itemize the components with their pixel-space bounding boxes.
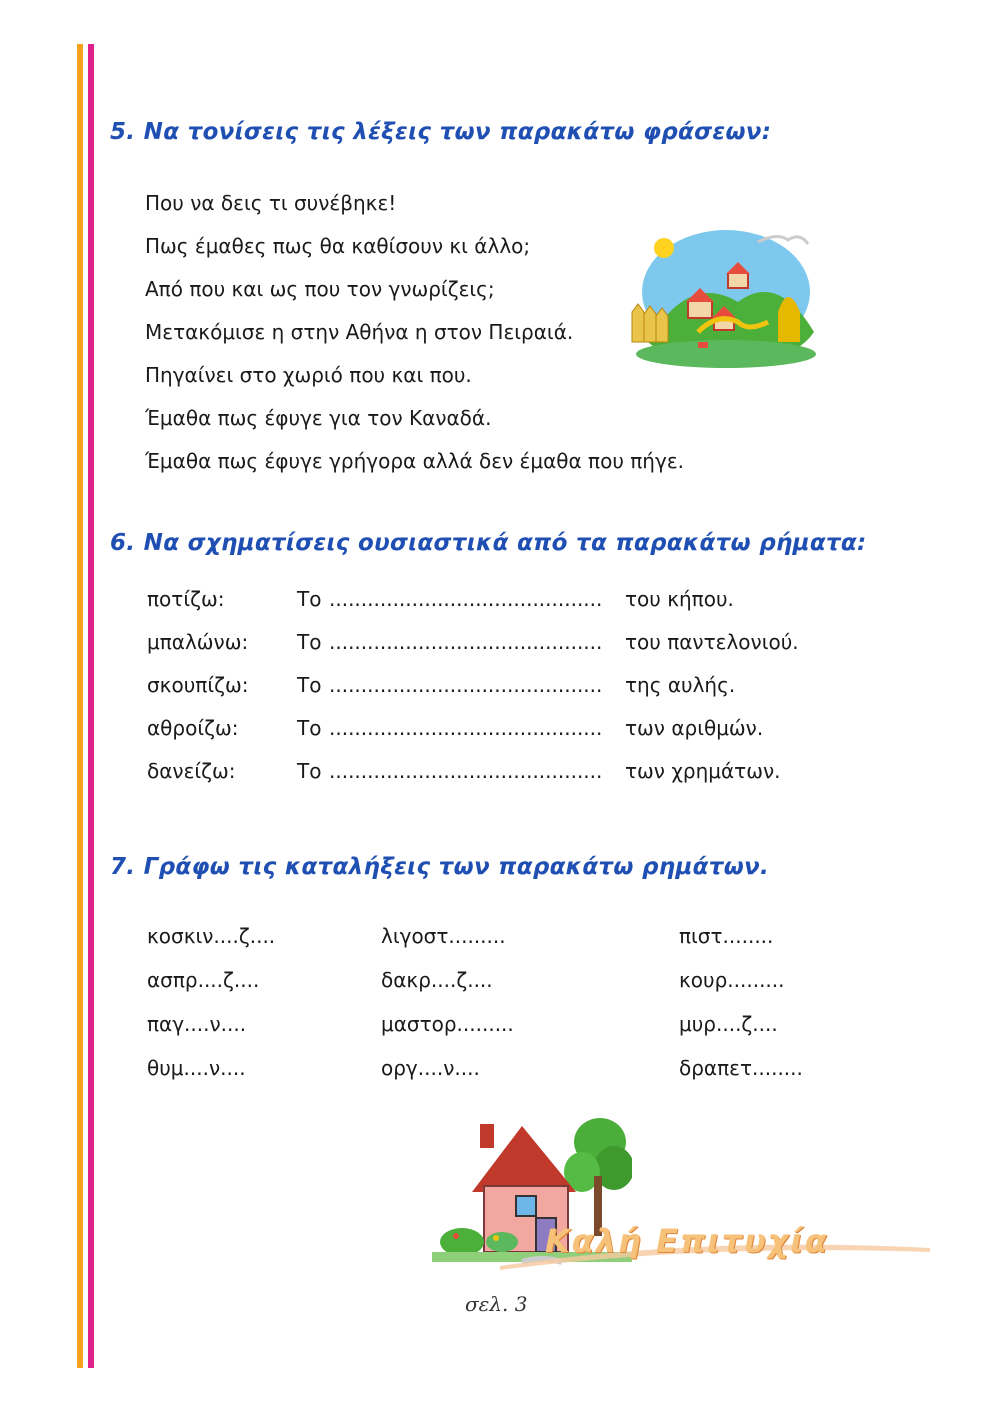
endings-row xyxy=(147,914,867,958)
good-luck-greeting: Καλή Επιτυχία xyxy=(545,1222,829,1260)
verb-label: μπαλώνω: xyxy=(147,630,249,654)
word-blank[interactable]: κοσκιν....ζ.... xyxy=(147,924,276,948)
sentence: Πηγαίνει στο χωριό που και που. xyxy=(145,363,472,387)
verb-row xyxy=(147,621,847,664)
endings-row xyxy=(147,1046,867,1090)
article: Το xyxy=(297,630,322,654)
decorative-orange-bar xyxy=(77,44,83,1368)
article: Το xyxy=(297,673,322,697)
word-blank[interactable]: δακρ....ζ.... xyxy=(381,968,493,992)
article: Το xyxy=(297,587,322,611)
word-blank[interactable]: παγ....ν.... xyxy=(147,1012,247,1036)
phrase-ending: των αριθμών. xyxy=(625,716,764,740)
word-blank[interactable]: θυμ....ν.... xyxy=(147,1056,246,1080)
section-5-heading: 5. Να τονίσεις τις λέξεις των παρακάτω φράσεων: xyxy=(110,119,772,145)
word-blank[interactable]: λιγοστ......... xyxy=(381,924,506,948)
verb-label: σκουπίζω: xyxy=(147,673,249,697)
verb-row xyxy=(147,578,847,621)
fill-blank[interactable]: ........................................... xyxy=(329,587,603,611)
article: Το xyxy=(297,759,322,783)
phrase-ending: της αυλής. xyxy=(625,673,736,697)
word-blank[interactable]: ασπρ....ζ.... xyxy=(147,968,260,992)
fill-blank[interactable]: ........................................... xyxy=(329,630,603,654)
section-6-heading: 6. Να σχηματίσεις ουσιαστικά από τα παρακάτω ρήματα: xyxy=(110,530,867,556)
fill-blank[interactable]: ........................................... xyxy=(329,716,603,740)
verb-row xyxy=(147,750,847,793)
sentence: Μετακόμισε η στην Αθήνα η στον Πειραιά. xyxy=(145,320,574,344)
phrase-ending: του κήπου. xyxy=(625,587,734,611)
verb-row xyxy=(147,664,847,707)
endings-row xyxy=(147,1002,867,1046)
sentence: Από που και ως που τον γνωρίζεις; xyxy=(145,277,495,301)
endings-row xyxy=(147,958,867,1002)
verb-row xyxy=(147,707,847,750)
verb-label: αθροίζω: xyxy=(147,716,239,740)
phrase-ending: του παντελονιού. xyxy=(625,630,799,654)
sentence: Πως έμαθες πως θα καθίσουν κι άλλο; xyxy=(145,234,531,258)
verb-label: ποτίζω: xyxy=(147,587,225,611)
sentence: Έμαθα πως έφυγε για τον Καναδά. xyxy=(145,406,492,430)
decorative-pink-bar xyxy=(88,44,94,1368)
article: Το xyxy=(297,716,322,740)
fill-blank[interactable]: ........................................... xyxy=(329,759,603,783)
village-illustration xyxy=(628,222,820,372)
word-blank[interactable]: δραπετ........ xyxy=(679,1056,803,1080)
word-blank[interactable]: κουρ......... xyxy=(679,968,785,992)
sentence: Έμαθα πως έφυγε γρήγορα αλλά δεν έμαθα που πήγε. xyxy=(145,449,684,473)
page-number: σελ. 3 xyxy=(465,1292,528,1316)
fill-blank[interactable]: ........................................... xyxy=(329,673,603,697)
phrase-ending: των χρημάτων. xyxy=(625,759,781,783)
section-7-grid xyxy=(147,914,867,1090)
section-7-heading: 7. Γράφω τις καταλήξεις των παρακάτω ρημάτων. xyxy=(110,854,770,880)
word-blank[interactable]: μυρ....ζ.... xyxy=(679,1012,778,1036)
word-blank[interactable]: μαστορ......... xyxy=(381,1012,514,1036)
word-blank[interactable]: οργ....ν.... xyxy=(381,1056,480,1080)
sentence: Που να δεις τι συνέβηκε! xyxy=(145,191,397,215)
word-blank[interactable]: πιστ........ xyxy=(679,924,774,948)
section-6-list xyxy=(147,578,847,793)
verb-label: δανείζω: xyxy=(147,759,236,783)
